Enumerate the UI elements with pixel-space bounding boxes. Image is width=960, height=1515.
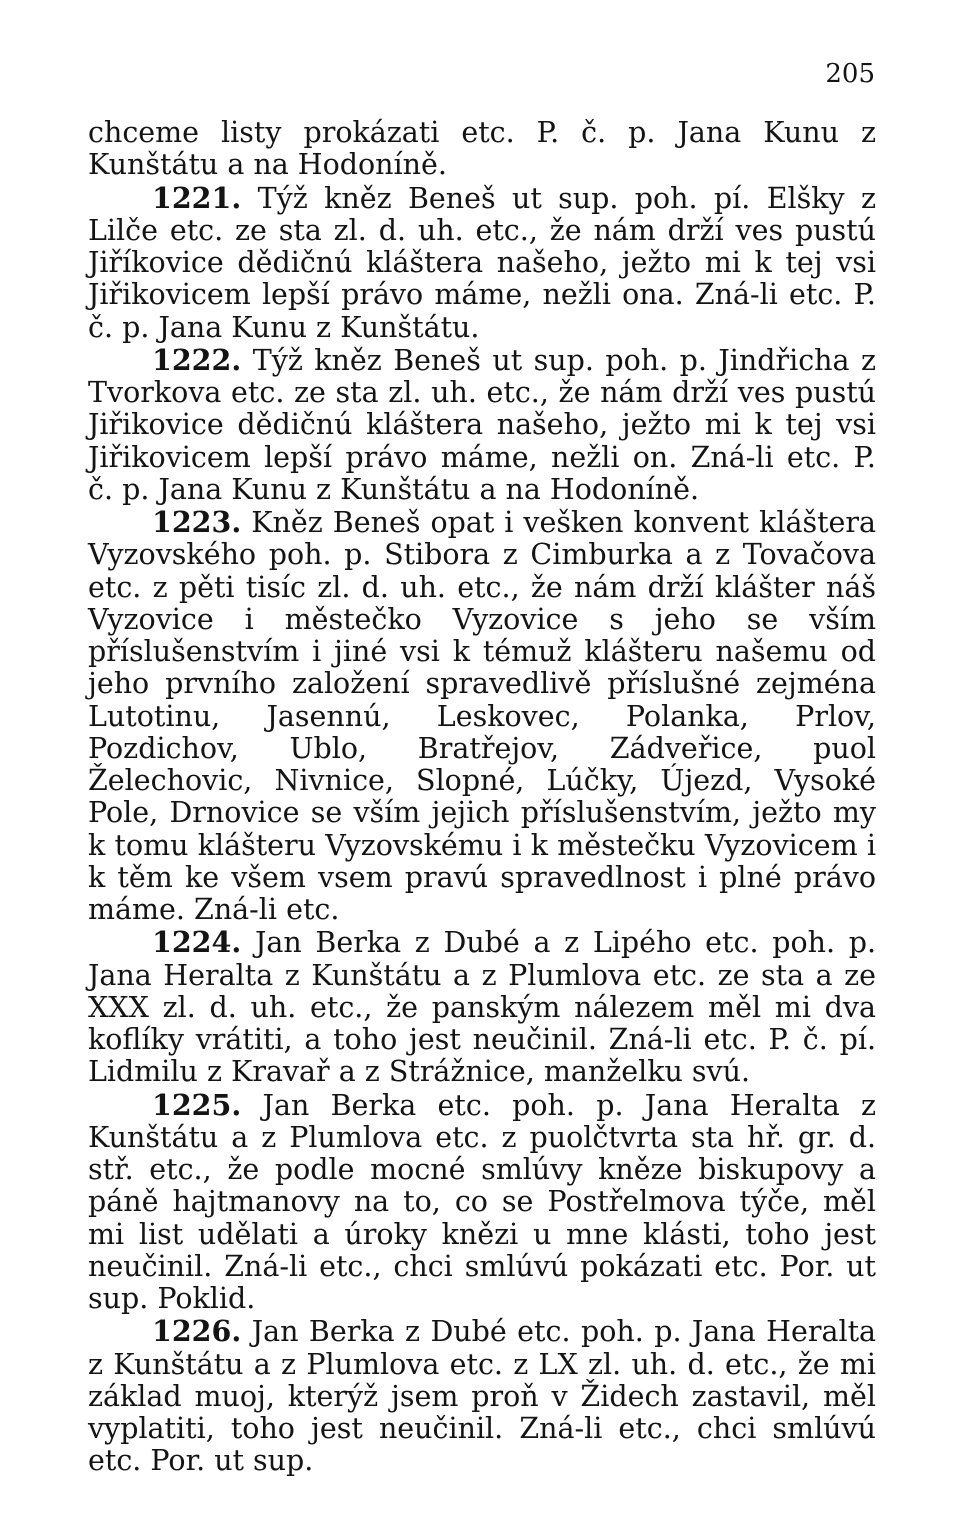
entry-number: 1222.: [152, 342, 242, 377]
entry-text: Týž kněz Beneš ut sup. poh. pí. Elšky z Lilče etc. ze sta zl. d. uh. etc., že nám drží ves pustú Jiříkovice dědičnú kláštera našeho, ježto mi k tej vsi Jiřikovicem lepší právo máme, nežli ona. Zná-li etc. P. č. p. Jana Kunu z Kunštátu.: [88, 181, 876, 344]
entry-number: 1224.: [152, 925, 242, 960]
entry-text: Jan Berka etc. poh. p. Jana Heralta z Kunštátu a z Plumlova etc. z puolčtvrta sta hř. gr. d. stř. etc., že podle mocné smlúvy kněze biskupovy a páně hajtmanovy na to, co se Postřelmova týče, měl mi list udělati a úroky knězi u mne klásti, toho jest neučinil. Zná-li etc., chci smlúvú pokázati etc. Por. ut sup. Poklid.: [88, 1088, 877, 1315]
entry-number: 1225.: [152, 1087, 242, 1122]
entry-text: Jan Berka z Dubé a z Lipého etc. poh. p. Jana Heralta z Kunštátu a z Plumlova etc. ze sta a ze XXX zl. d. uh. etc., že panským nálezem měl mi dva koflíky vrátiti, a toho jest neučinil. Zná-li etc. P. č. pí. Lidmilu z Kravař a z Strážnice, manželku svú.: [88, 926, 876, 1089]
entry-1226: [88, 1315, 876, 1477]
entry-number: 1221.: [152, 180, 242, 215]
entry-text: Jan Berka z Dubé etc. poh. p. Jana Heralta z Kunštátu a z Plumlova etc. z LX zl. uh. d. etc., že mi základ muoj, kterýž jsem proň v Židech zastavil, měl vyplatiti, toho jest neučinil. Zná-li etc., chci smlúvú etc. Por. ut sup.: [88, 1315, 877, 1478]
entry-1221: [88, 182, 876, 344]
entry-1225: [88, 1089, 876, 1316]
entry-text: chceme listy prokázati etc. P. č. p. Jana Kunu z Kunštátu a na Hodoníně.: [88, 116, 876, 182]
entry-1222: [88, 344, 876, 506]
entry-1223: [88, 506, 876, 926]
entry-text: Kněz Beneš opat i vešken konvent kláštera Vyzovského poh. p. Stibora z Cimburka a z Tovačova etc. z pěti tisíc zl. d. uh. etc., že nám drží klášter náš Vyzovice i městečko Vyzovice s jeho se vším příslušenstvím i jiné vsi k témuž klášteru našemu od jeho prvního založení spravedlivě příslušné zejména Lutotinu, Jasennú, Leskovec, Polanka, Prlov, Pozdichov, Ublo, Bratřejov, Zádveřice, puol Želechovic, Nivnice, Slopné, Lúčky, Újezd, Vysoké Pole, Drnovice se vším jejich příslušenstvím, ježto my k tomu klášteru Vyzovskému i k městečku Vyzovicem i k těm ke všem vsem pravú spravedlnost i plné právo máme. Zná-li etc.: [88, 506, 876, 926]
page-text: [88, 117, 876, 1478]
page-number: 205: [825, 59, 875, 89]
entry-continuation: [88, 117, 876, 182]
entry-1224: [88, 926, 876, 1088]
entry-text: Týž kněz Beneš ut sup. poh. p. Jindřicha z Tvorkova etc. ze sta zl. uh. etc., že nám drží ves pustú Jiřikovice dědičnú kláštera našeho, ježto mi k tej vsi Jiřikovicem lepší právo máme, nežli on. Zná-li etc. P. č. p. Jana Kunu z Kunštátu a na Hodoníně.: [88, 343, 876, 506]
entry-number: 1226.: [152, 1314, 242, 1349]
entry-number: 1223.: [152, 505, 242, 539]
